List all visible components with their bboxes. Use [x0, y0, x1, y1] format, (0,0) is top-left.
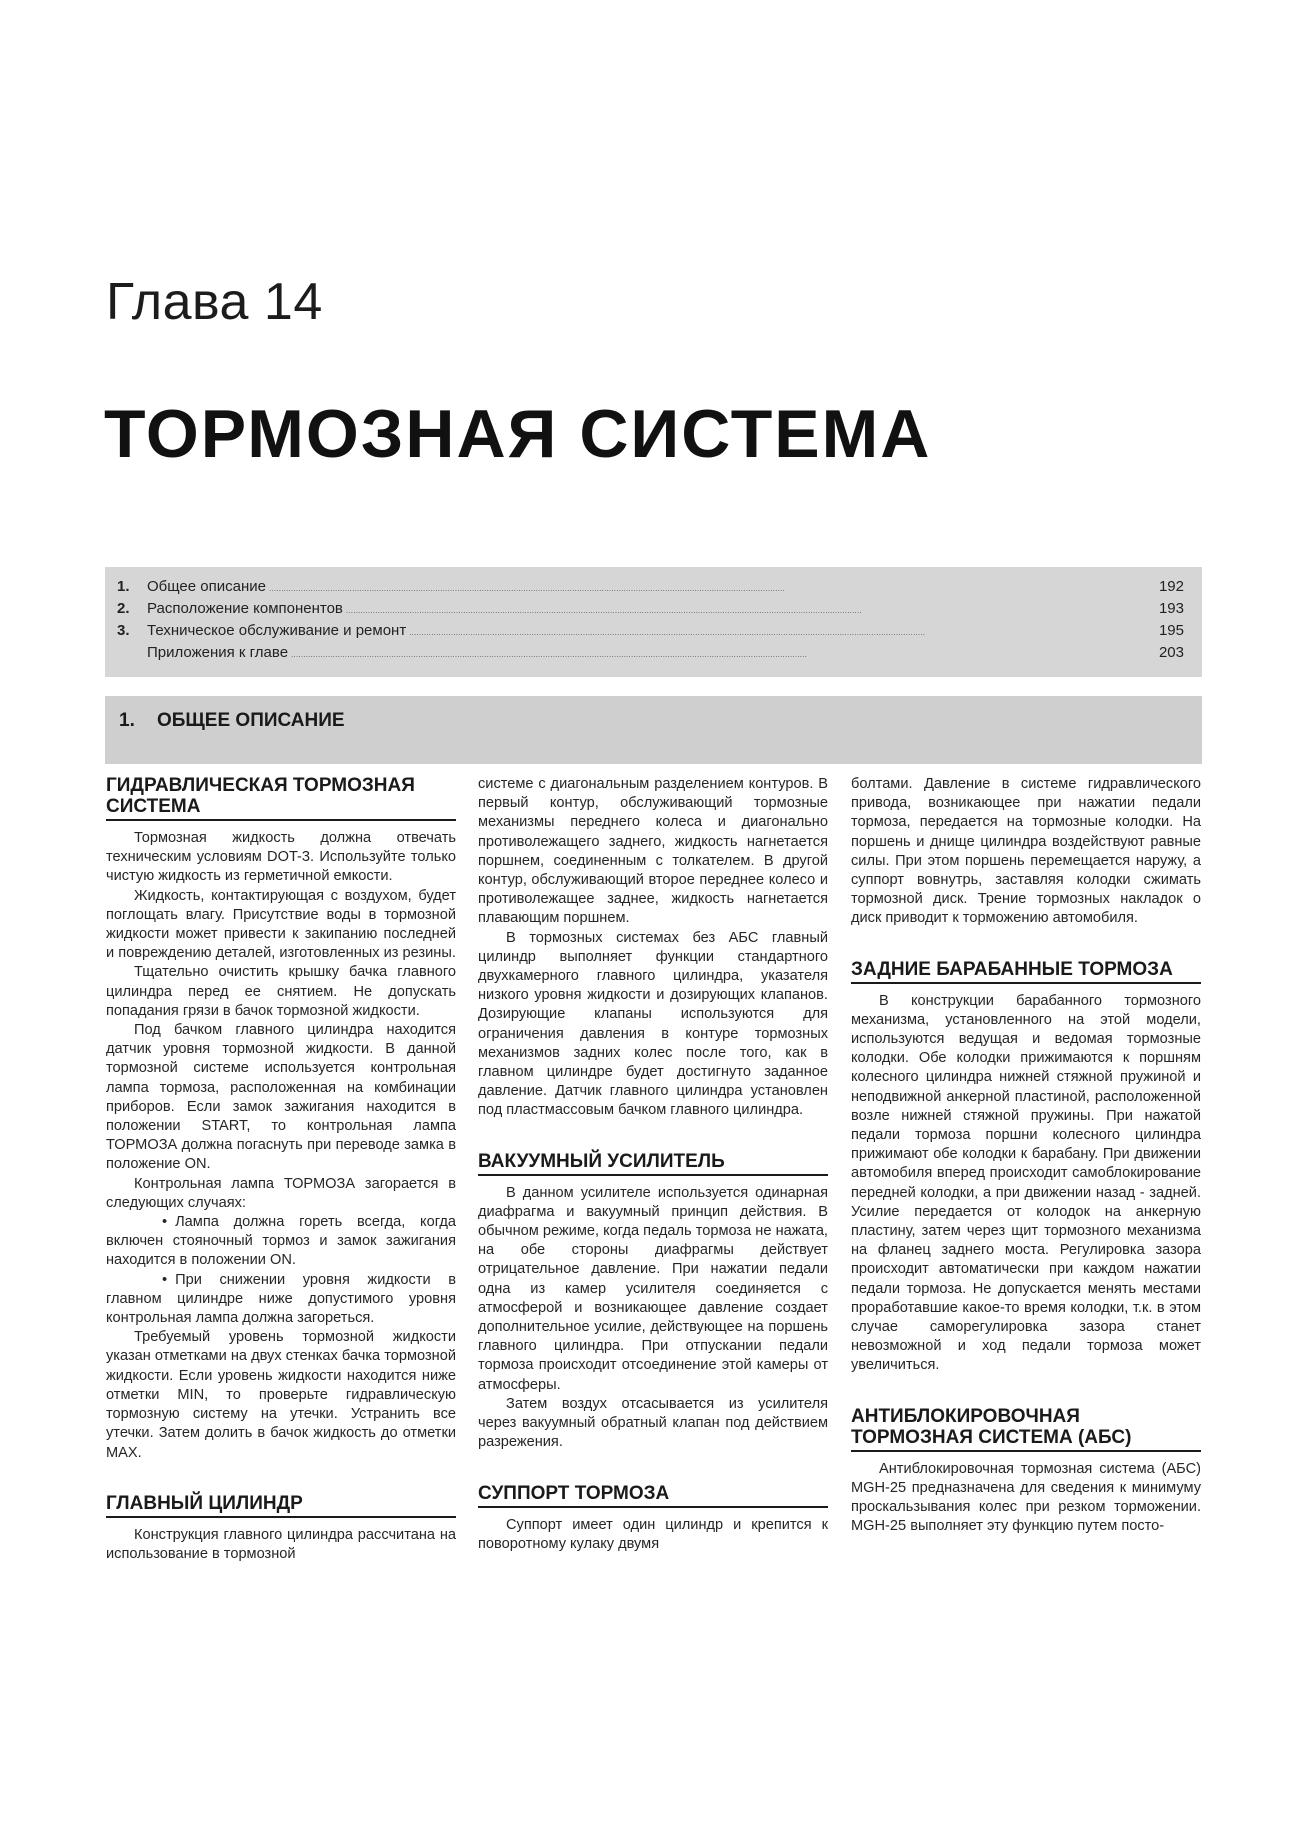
toc-entry-label: Расположение компонентов	[147, 600, 343, 617]
section-number: 1.	[119, 710, 135, 731]
toc-leader-dots	[409, 621, 1149, 643]
chapter-label: Глава 14	[106, 273, 323, 331]
subheading-vacuum-booster: ВАКУУМНЫЙ УСИЛИТЕЛЬ	[478, 1151, 828, 1176]
text-column-1	[106, 775, 456, 1564]
toc-entry	[117, 643, 1184, 665]
bullet-text: При снижении уровня жидкости в главном цилиндре ниже допустимого уровня контрольная лампа должна загореться.	[106, 1271, 456, 1327]
toc-entry	[117, 599, 1184, 621]
paragraph: Антиблокировочная тормозная система (АБС) MGH-25 предназначена для сведения к минимуму проскальзывания колес при резком торможении. MGH-25 выполняет эту функцию путем посто-	[851, 1460, 1201, 1535]
bullet-icon: •	[162, 1271, 168, 1288]
paragraph: Требуемый уровень тормозной жидкости указан отметками на двух стенках бачка тормозной жидкости. Если уровень жидкости находится ниже отметки MIN, то проверьте гидравлическую тормозную систему на утечки. Устранить все утечки. Затем долить в бачок жидкость до отметки MAX.	[106, 1329, 456, 1461]
paragraph: системе с диагональным разделением контуров. В первый контур, обслуживающий тормозные механизмы переднего колеса и диагонально противолежащего заднего, жидкость нагнетается поршнем, соединенным с толкателем. В другой контур, обслуживающий второе переднее колесо и противолежащее заднее, жидкость нагнетается плавающим поршнем.	[478, 776, 828, 927]
paragraph: В данном усилителе используется одинарная диафрагма и вакуумный принцип действия. В обычном режиме, когда педаль тормоза не нажата, на обе стороны диафрагмы действует отрицательное давление. При нажатии педали одна из камер усилителя соединяется с атмосферой и возникающее давление создает дополнительное усилие, действующее на поршень главного цилиндра. При отпускании педали тормоза происходит отсоединение этой камеры от атмосферы.	[478, 1184, 828, 1393]
text-column-3	[851, 775, 1201, 1537]
bullet-text: Лампа должна гореть всегда, когда включен стояночный тормоз и замок зажигания находится в положении ON.	[106, 1214, 456, 1269]
toc-entry-number: 3.	[117, 622, 130, 639]
paragraph: В тормозных системах без АБС главный цилиндр выполняет функции стандартного двухкамерного главного цилиндра, указателя низкого уровня жидкости и дозирующих клапанов. Дозирующие клапаны используются для ограничения давления в контуре тормозных механизмов задних колес после того, как в главном цилиндре будет достигнуто заданное давление. Датчик главного цилиндра установлен под пластмассовым бачком главного цилиндра.	[478, 929, 828, 1119]
table-of-contents	[105, 567, 1202, 677]
toc-entry-page: 195	[1158, 622, 1184, 639]
toc-leader-dots	[291, 643, 1149, 665]
paragraph: болтами. Давление в системе гидравлического привода, возникающее при нажатии педали тормоза, передается на тормозные колодки. На поршень и днище цилиндра воздействуют равные силы. При этом поршень перемещается наружу, а суппорт вовнутрь, заставляя колодки сжимать тормозной диск. Трение тормозных накладок о диск приводит к торможению автомобиля.	[851, 776, 1201, 927]
paragraph: Под бачком главного цилиндра находится датчик уровня тормозной жидкости. В данной тормозной системе используется контрольная лампа тормоза, расположенная на комбинации приборов. Если замок зажигания находится в положении START, то контрольная лампа ТОРМОЗА должна погаснуть при переводе замка в положение ON.	[106, 1022, 456, 1173]
toc-leader-dots	[269, 577, 1149, 599]
paragraph: Затем воздух отсасывается из усилителя через вакуумный обратный клапан под действием разрежения.	[478, 1395, 828, 1451]
toc-entry-number: 2.	[117, 600, 130, 617]
toc-entry-label: Техническое обслуживание и ремонт	[147, 622, 407, 639]
subheading-brake-caliper: СУППОРТ ТОРМОЗА	[478, 1483, 828, 1508]
toc-entry-number: 1.	[117, 578, 130, 595]
paragraph: В конструкции барабанного тормозного механизма, установленного на этой модели, используются ведущая и ведомая тормозные колодки. Обе колодки прижимаются к поршням колесного цилиндра нижней стяжной пружиной и неподвижной анкерной пластиной, расположенной возле нижней стяжной пружины. При нажатой педали тормоза поршни колесного цилиндра прижимают обе колодки к барабану. При движении автомобиля вперед происходит самоблокирование передней колодки, а при движении назад - задней. Усилие передается от колодок на анкерную пластину, затем через щит тормозного механизма на фланец заднего моста. Регулировка зазора происходит автоматически при каждом нажатии педали тормоза. Не допускается менять местами проработавшие какое-то время колодки, т.к. в этом случае саморегулировка зазора станет невозможной и ход педали тормоза может увеличиться.	[851, 992, 1201, 1374]
text-column-2	[478, 775, 828, 1554]
section-title: ОБЩЕЕ ОПИСАНИЕ	[157, 710, 345, 731]
paragraph: Суппорт имеет один цилиндр и крепится к поворотному кулаку двумя	[478, 1516, 828, 1552]
paragraph: Контрольная лампа ТОРМОЗА загорается в следующих случаях:	[106, 1175, 456, 1211]
bullet-icon: •	[162, 1214, 168, 1231]
section-heading	[105, 696, 1202, 764]
paragraph: Конструкция главного цилиндра рассчитана на использование в тормозной	[106, 1526, 456, 1562]
bullet-item	[106, 1271, 456, 1329]
subheading-hydraulic-system: ГИДРАВЛИЧЕСКАЯ ТОРМОЗНАЯ СИСТЕМА	[106, 775, 456, 821]
paragraph: Тормозная жидкость должна отвечать техническим условиям DOT-3. Используйте только чистую жидкость из герметичной емкости.	[106, 830, 456, 885]
toc-entry-label: Общее описание	[147, 578, 266, 595]
subheading-rear-drum-brakes: ЗАДНИЕ БАРАБАННЫЕ ТОРМОЗА	[851, 959, 1201, 984]
toc-entry	[117, 577, 1184, 599]
subheading-abs: АНТИБЛОКИРОВОЧНАЯ ТОРМОЗНАЯ СИСТЕМА (АБС)	[851, 1406, 1201, 1452]
toc-entry	[117, 621, 1184, 643]
paragraph: Тщательно очистить крышку бачка главного цилиндра перед ее снятием. Не допускать попадания грязи в бачок тормозной жидкости.	[106, 964, 456, 1019]
chapter-title: ТОРМОЗНАЯ СИСТЕМА	[104, 396, 932, 472]
toc-entry-page: 203	[1158, 644, 1184, 661]
toc-entry-page: 193	[1158, 600, 1184, 617]
toc-leader-dots	[346, 599, 1149, 621]
paragraph: Жидкость, контактирующая с воздухом, будет поглощать влагу. Присутствие воды в тормозной жидкости может привести к закипанию последней и повреждению деталей, изготовленных из резины.	[106, 887, 456, 962]
bullet-item	[106, 1213, 456, 1271]
toc-entry-label: Приложения к главе	[147, 644, 289, 661]
subheading-master-cylinder: ГЛАВНЫЙ ЦИЛИНДР	[106, 1493, 456, 1518]
toc-entry-page: 192	[1158, 578, 1184, 595]
